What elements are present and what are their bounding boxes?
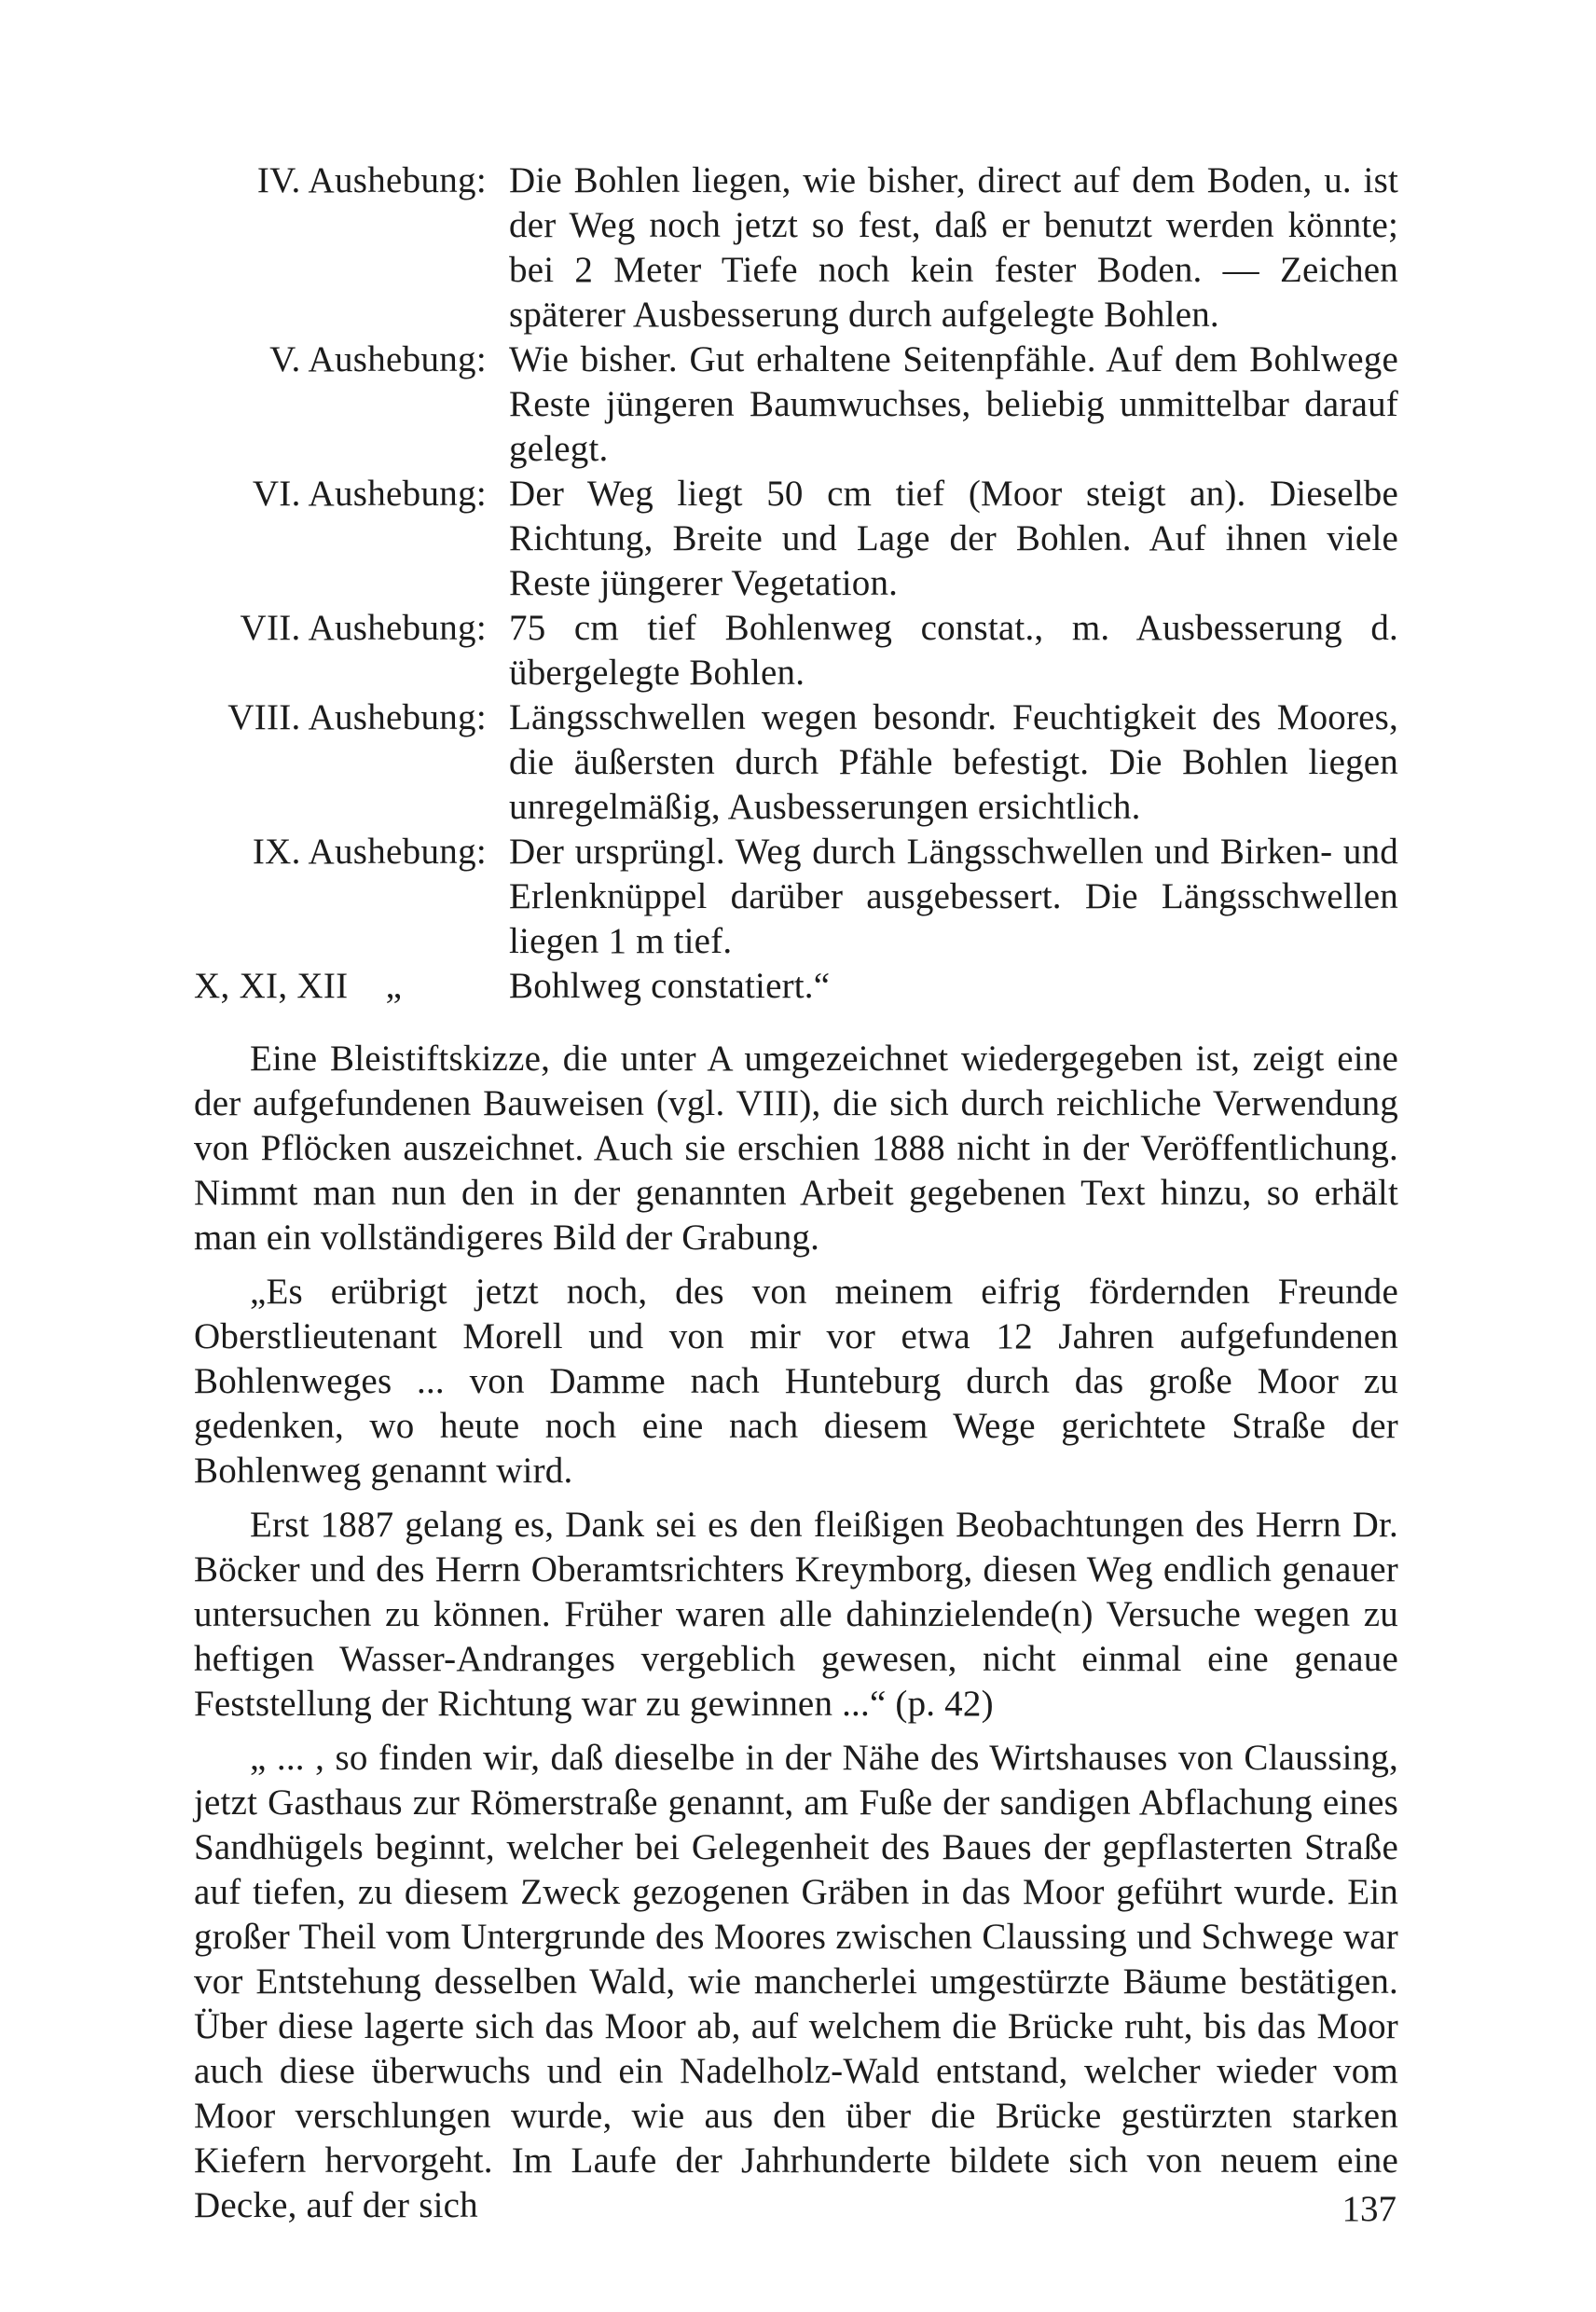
excavation-entry	[194, 158, 1398, 337]
entry-label: VII. Aushebung:	[240, 608, 487, 648]
excavation-entry	[194, 830, 1398, 964]
excavation-entry	[194, 695, 1398, 830]
entry-label: V. Aushebung:	[269, 339, 487, 379]
entry-label: IV. Aushebung:	[256, 160, 487, 200]
excavation-list	[194, 158, 1398, 1009]
entry-text: Der Weg liegt 50 cm tief (Moor steigt an). Dieselbe Richtung, Breite und Lage der Bohlen. Auf ihnen viele Reste jüngerer Vegetation.	[509, 474, 1398, 603]
excavation-entry	[194, 337, 1398, 472]
page-number: 137	[1341, 2189, 1396, 2229]
entry-text: Die Bohlen liegen, wie bisher, direct auf dem Boden, u. ist der Weg noch jetzt so fest, daß er benutzt werden könnte; bei 2 Meter Tiefe noch kein fester Boden. — Zeichen späterer Ausbesserung durch aufgelegte Bohlen.	[509, 160, 1398, 335]
excavation-entry	[194, 606, 1398, 695]
entry-label: X, XI, XII „	[194, 966, 403, 1006]
entry-label: VI. Aushebung:	[252, 474, 487, 514]
entry-text: 75 cm tief Bohlenweg constat., m. Ausbesserung d. übergelegte Bohlen.	[509, 608, 1398, 693]
entry-text: Der ursprüngl. Weg durch Längsschwellen und Birken- und Erlenknüppel darüber ausgebessert. Die Längsschwellen liegen 1 m tief.	[509, 832, 1398, 961]
entry-label: IX. Aushebung:	[252, 832, 487, 872]
entry-text: Bohlweg constatiert.“	[509, 966, 831, 1006]
body-paragraph: „ ... , so finden wir, daß dieselbe in der Nähe des Wirtshauses von Claussing, jetzt Gasthaus zur Römerstraße genannt, am Fuße der sandigen Abflachung eines Sandhügels beginnt, welcher bei Gelegenheit des Baues der gepflasterten Straße auf tiefen, zu diesem Zweck gezogenen Gräben in das Moor geführt wurde. Ein großer Theil vom Untergrunde des Moores zwischen Claussing und Schwege war vor Entstehung desselben Wald, wie mancherlei umgestürzte Bäume bestätigen. Über diese lagerte sich das Moor ab, auf welchem die Brücke ruht, bis das Moor auch diese überwuchs und ein Nadelholz-Wald entstand, welcher wieder vom Moor verschlungen wurde, wie aus den über die Brücke gestürzten starken Kiefern hervorgeht. Im Laufe der Jahrhunderte bildete sich von neuem eine Decke, auf der sich	[194, 1738, 1398, 2225]
entry-text: Wie bisher. Gut erhaltene Seitenpfähle. Auf dem Bohlwege Reste jüngeren Baumwuchses, beliebig unmittelbar darauf gelegt.	[509, 339, 1398, 469]
entry-text: Längsschwellen wegen besondr. Feuchtigkeit des Moores, die äußersten durch Pfähle befestigt. Die Bohlen liegen unregelmäßig, Ausbesserungen ersichtlich.	[509, 697, 1398, 827]
body-paragraph: Eine Bleistiftskizze, die unter A umgezeichnet wiedergegeben ist, zeigt eine der aufgefundenen Bauweisen (vgl. VIII), die sich durch reichliche Verwendung von Pflöcken auszeichnet. Auch sie erschien 1888 nicht in der Veröffentlichung. Nimmt man nun den in der genannten Arbeit gegebenen Text hinzu, so erhält man ein vollständigeres Bild der Grabung.	[194, 1039, 1398, 1258]
excavation-entry	[194, 472, 1398, 606]
entry-label: VIII. Aushebung:	[227, 697, 487, 737]
body-paragraph: Erst 1887 gelang es, Dank sei es den fleißigen Beobachtungen des Herrn Dr. Böcker und des Herrn Oberamtsrichters Kreymborg, diesen Weg endlich genauer untersuchen zu können. Früher waren alle dahinzielende(n) Versuche wegen zu heftigen Wasser-Andranges vergeblich gewesen, nicht einmal eine genaue Feststellung der Richtung war zu gewinnen ...“ (p. 42)	[194, 1505, 1398, 1724]
excavation-entry	[194, 964, 1398, 1009]
body-paragraph: „Es erübrigt jetzt noch, des von meinem eifrig fördernden Freunde Oberstlieutenant Morell und von mir vor etwa 12 Jahren aufgefundenen Bohlenweges ... von Damme nach Hunteburg durch das große Moor zu gedenken, wo heute noch eine nach diesem Wege gerichtete Straße der Bohlenweg genannt wird.	[194, 1272, 1398, 1491]
book-page	[194, 158, 1398, 2247]
